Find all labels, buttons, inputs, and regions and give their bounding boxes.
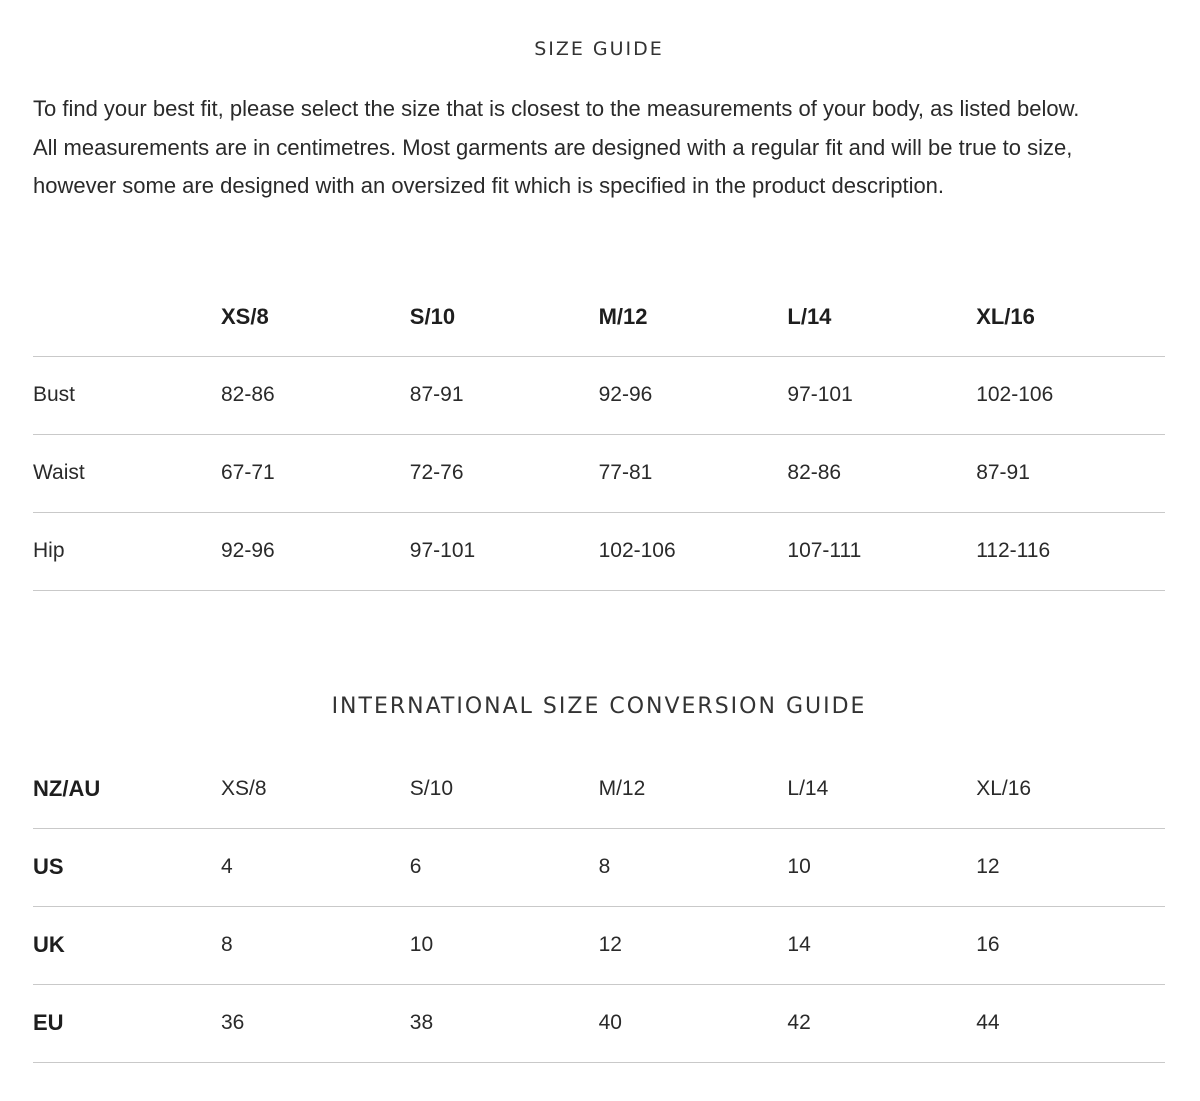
conversion-title: INTERNATIONAL SIZE CONVERSION GUIDE	[331, 694, 867, 719]
intro-line: All measurements are in centimetres. Most garments are designed with a regular fit and will be true to size,	[33, 134, 1073, 160]
table-header-row	[33, 278, 1165, 356]
table-row	[33, 984, 1165, 1062]
intro-line: To find your best fit, please select the size that is closest to the measurements of your body, as listed below.	[33, 96, 1080, 121]
table-cell: XS/8	[221, 750, 410, 828]
table-row	[33, 356, 1165, 434]
intro-text	[33, 90, 1165, 206]
table-cell: 14	[787, 906, 976, 984]
header-corner	[33, 278, 221, 356]
table-cell: 82-86	[221, 356, 410, 434]
table-cell: 36	[221, 984, 410, 1062]
column-header: M/12	[599, 278, 788, 356]
intro-line: however some are designed with an oversized fit which is specified in the product description.	[33, 173, 945, 198]
table-cell: 38	[410, 984, 599, 1062]
table-cell: 87-91	[976, 434, 1165, 512]
table-cell: 102-106	[976, 356, 1165, 434]
row-label: NZ/AU	[33, 750, 221, 828]
table-cell: 16	[976, 906, 1165, 984]
table-cell: 40	[599, 984, 788, 1062]
row-label: US	[33, 828, 221, 906]
table-cell: 82-86	[787, 434, 976, 512]
measurements-table	[33, 278, 1165, 591]
table-cell: 10	[787, 828, 976, 906]
table-cell: 6	[410, 828, 599, 906]
table-cell: 12	[976, 828, 1165, 906]
row-label: Bust	[33, 356, 221, 434]
table-cell: XL/16	[976, 750, 1165, 828]
table-cell: L/14	[787, 750, 976, 828]
table-cell: 8	[599, 828, 788, 906]
table-cell: 67-71	[221, 434, 410, 512]
column-header: L/14	[787, 278, 976, 356]
row-label: EU	[33, 984, 221, 1062]
table-cell: 112-116	[976, 512, 1165, 590]
table-cell: 12	[599, 906, 788, 984]
table-cell: 4	[221, 828, 410, 906]
column-header: XL/16	[976, 278, 1165, 356]
table-cell: 97-101	[410, 512, 599, 590]
row-label: UK	[33, 906, 221, 984]
table-row	[33, 828, 1165, 906]
table-row	[33, 434, 1165, 512]
table-row	[33, 906, 1165, 984]
table-cell: 107-111	[787, 512, 976, 590]
table-cell: 77-81	[599, 434, 788, 512]
table-row	[33, 512, 1165, 590]
row-label: Hip	[33, 512, 221, 590]
row-label: Waist	[33, 434, 221, 512]
column-header: XS/8	[221, 278, 410, 356]
table-cell: S/10	[410, 750, 599, 828]
table-row	[33, 750, 1165, 828]
table-cell: 92-96	[221, 512, 410, 590]
table-cell: 72-76	[410, 434, 599, 512]
conversion-table	[33, 750, 1165, 1063]
page-title: SIZE GUIDE	[534, 38, 664, 60]
table-cell: M/12	[599, 750, 788, 828]
table-cell: 97-101	[787, 356, 976, 434]
table-cell: 102-106	[599, 512, 788, 590]
table-cell: 44	[976, 984, 1165, 1062]
table-cell: 87-91	[410, 356, 599, 434]
table-cell: 92-96	[599, 356, 788, 434]
table-cell: 42	[787, 984, 976, 1062]
table-cell: 8	[221, 906, 410, 984]
table-cell: 10	[410, 906, 599, 984]
column-header: S/10	[410, 278, 599, 356]
